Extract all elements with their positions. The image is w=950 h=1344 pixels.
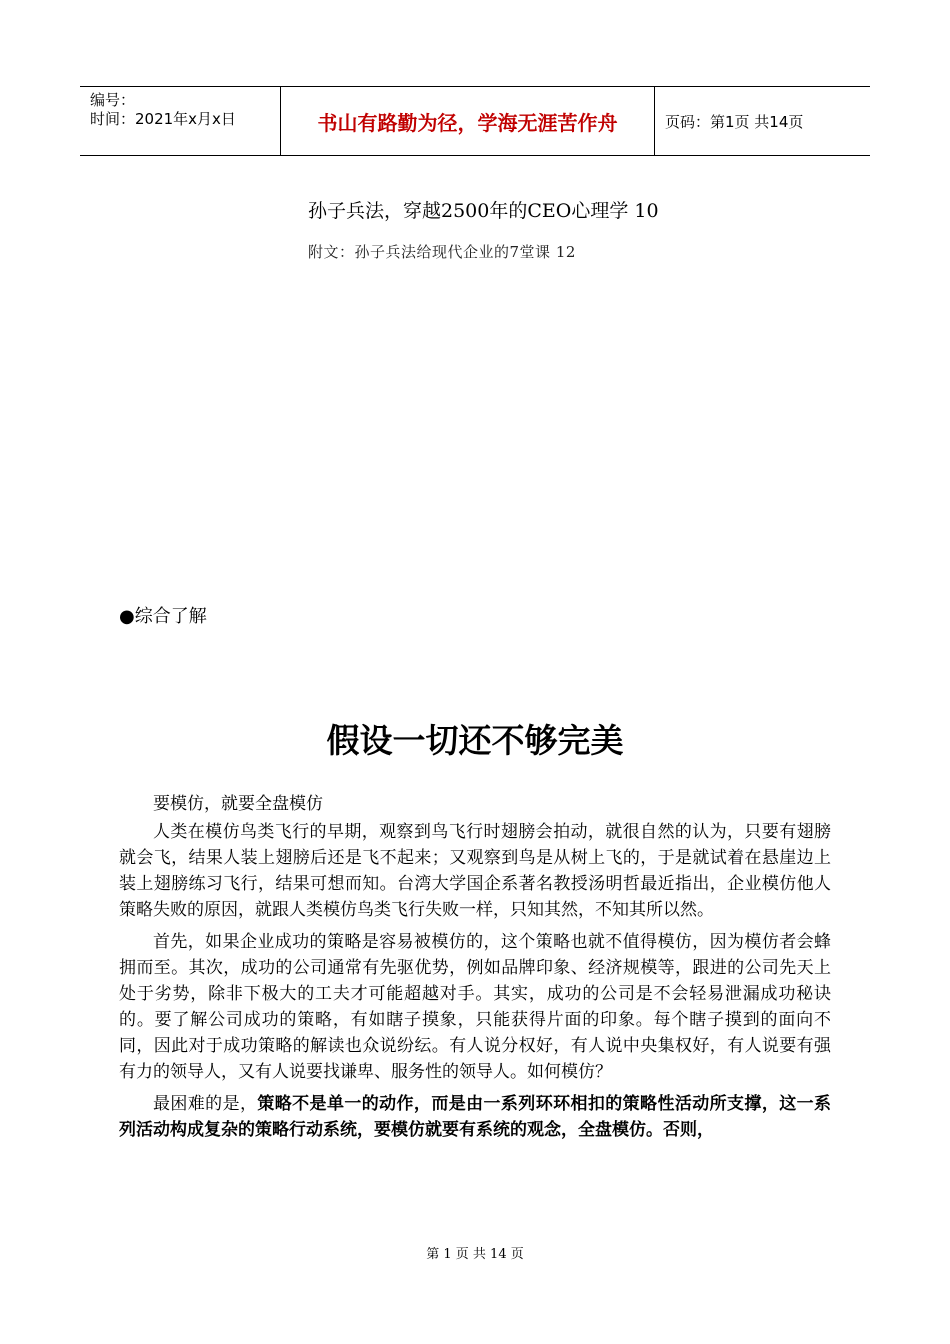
header-motto: 书山有路勤为径，学海无涯苦作舟 — [281, 87, 655, 155]
header-page-info: 页码：第1页 共14页 — [665, 112, 804, 131]
toc-item-1[interactable]: 孙子兵法，穿越2500年的CEO心理学 10 — [308, 200, 659, 222]
number-label: 编号： — [90, 91, 136, 109]
paragraph-3 — [119, 1091, 831, 1143]
document-header — [80, 86, 870, 156]
header-meta-cell — [80, 87, 281, 155]
section-heading: ●综合了解 — [119, 606, 207, 627]
paragraph-1: 人类在模仿鸟类飞行的早期，观察到鸟飞行时翅膀会拍动，就很自然的认为，只要有翅膀就会飞，结果人装上翅膀后还是飞不起来；又观察到鸟是从树上飞的，于是就试着在悬崖边上装上翅膀练习飞行，结果可想而知。台湾大学国企系著名教授汤明哲最近指出，企业模仿他人策略失败的原因，就跟人类模仿鸟类飞行失败一样，只知其然，不知其所以然。 — [119, 822, 831, 920]
article-title: 假设一切还不够完美 — [326, 721, 624, 760]
page-footer: 第 1 页 共 14 页 — [426, 1247, 524, 1262]
time-label: 时间：2021年x月x日 — [90, 110, 236, 128]
paragraph-3-lead: 最困难的是， — [153, 1094, 258, 1114]
toc-item-2[interactable]: 附文：孙子兵法给现代企业的7堂课 12 — [308, 243, 576, 261]
article-subtitle: 要模仿，就要全盘模仿 — [153, 794, 323, 814]
paragraph-3-bold: 策略不是单一的动作，而是由一系列环环相扣的策略性活动所支撑，这一系列活动构成复杂的策略行动系统，要模仿就要有系统的观念，全盘模仿。否则， — [119, 1094, 832, 1140]
paragraph-2: 首先，如果企业成功的策略是容易被模仿的，这个策略也就不值得模仿，因为模仿者会蜂拥而至。其次，成功的公司通常有先驱优势，例如品牌印象、经济规模等，跟进的公司先天上处于劣势，除非下极大的工夫才可能超越对手。其实，成功的公司是不会轻易泄漏成功秘诀的。要了解公司成功的策略，有如瞎子摸象，只能获得片面的印象。每个瞎子摸到的面向不同，因此对于成功策略的解读也众说纷纭。有人说分权好，有人说中央集权好，有人说要有强有力的领导人，又有人说要找谦卑、服务性的领导人。如何模仿？ — [119, 932, 831, 1082]
article-body — [119, 791, 831, 1149]
